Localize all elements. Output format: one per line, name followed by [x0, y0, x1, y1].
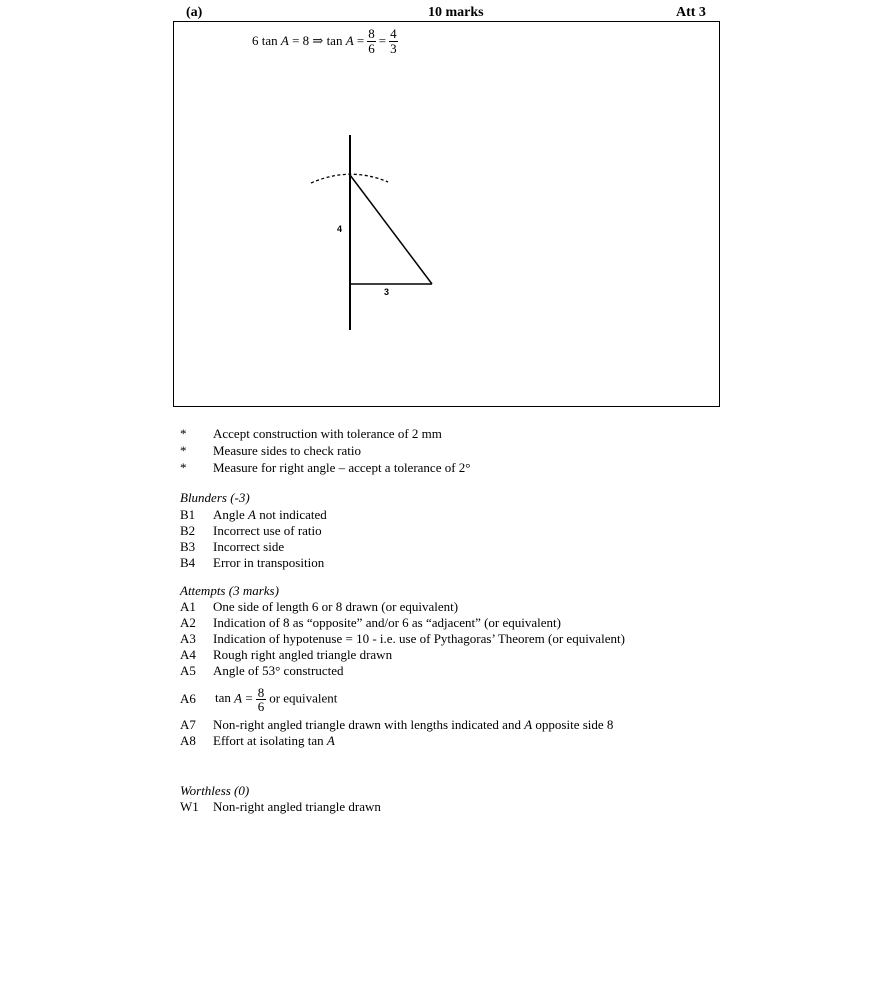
blunders-list	[180, 507, 327, 571]
equation-lhs: 6 tan A = 8 ⇒ tan A =	[252, 33, 365, 49]
blunder-item	[180, 539, 327, 555]
note-text: Measure for right angle – accept a tolerance of 2°	[213, 460, 471, 475]
blunder-code: B2	[180, 523, 196, 538]
hypotenuse-line	[350, 175, 432, 284]
fraction-numerator: 4	[390, 26, 397, 41]
attempt-item	[180, 717, 625, 733]
side-label-3: 3	[384, 287, 390, 297]
answer-box	[173, 21, 720, 407]
worthless-heading: Worthless (0)	[180, 783, 250, 798]
attempt-code: A4	[180, 647, 196, 662]
equals-sign: =	[378, 33, 387, 49]
attempt-label: Att 3	[676, 5, 706, 20]
attempt-item	[180, 631, 625, 647]
attempt-text: Non-right angled triangle drawn with lengths indicated and A opposite side 8	[213, 717, 614, 732]
note-text: Accept construction with tolerance of 2 mm	[213, 426, 442, 441]
blunder-text: Incorrect side	[213, 539, 285, 554]
attempt-item	[180, 647, 625, 663]
note-item	[180, 459, 471, 476]
attempt-text: One side of length 6 or 8 drawn (or equivalent)	[213, 599, 459, 614]
attempt-code: A6	[180, 691, 196, 706]
fraction-denominator: 6	[368, 40, 375, 56]
attempt-code: A1	[180, 599, 196, 614]
attempts-heading: Attempts (3 marks)	[180, 583, 279, 598]
blunder-text: Incorrect use of ratio	[213, 523, 322, 538]
attempt-item	[180, 663, 625, 681]
attempt-text: Indication of 8 as “opposite” and/or 6 as “adjacent” (or equivalent)	[213, 615, 561, 630]
marks-label: 10 marks	[428, 5, 484, 20]
attempt-item	[180, 681, 625, 717]
attempt-code: A7	[180, 717, 196, 732]
part-label: (a)	[186, 5, 203, 20]
bullet-star: *	[180, 443, 187, 458]
triangle-construction	[174, 22, 721, 408]
fraction-8-over-6: $\frac{8}{6}$	[257, 684, 265, 714]
blunder-item	[180, 555, 327, 571]
note-item	[180, 442, 471, 459]
bullet-star: *	[180, 426, 187, 441]
attempt-text: Effort at isolating tan A	[213, 733, 335, 748]
fraction-denominator: 3	[390, 40, 397, 56]
worthless-code: W1	[180, 799, 199, 814]
fraction-numerator: 8	[368, 26, 375, 41]
attempt-item	[180, 733, 625, 749]
blunder-code: B3	[180, 539, 196, 554]
marking-notes	[180, 425, 471, 476]
blunder-item	[180, 507, 327, 523]
blunder-text: Angle A not indicated	[213, 507, 327, 522]
worthless-text: Non-right angled triangle drawn	[213, 799, 381, 814]
blunder-code: B1	[180, 507, 196, 522]
worthless-list	[180, 799, 381, 815]
note-text: Measure sides to check ratio	[213, 443, 362, 458]
attempt-item	[180, 599, 625, 615]
attempt-code: A8	[180, 733, 196, 748]
attempts-list	[180, 599, 625, 749]
attempt-text: tan A = $\frac{8}{6}$ or equivalent	[215, 684, 338, 714]
attempt-code: A2	[180, 615, 196, 630]
blunder-item	[180, 523, 327, 539]
bullet-star: *	[180, 460, 187, 475]
worthless-item	[180, 799, 381, 815]
side-label-4: 4	[337, 224, 343, 234]
attempt-code: A3	[180, 631, 196, 646]
blunders-heading: Blunders (-3)	[180, 490, 250, 505]
note-item	[180, 425, 471, 442]
attempt-text: Rough right angled triangle drawn	[213, 647, 393, 662]
attempt-text: Angle of 53° constructed	[213, 663, 344, 678]
blunder-text: Error in transposition	[213, 555, 325, 570]
blunder-code: B4	[180, 555, 196, 570]
attempt-item	[180, 615, 625, 631]
attempt-text: Indication of hypotenuse = 10 - i.e. use of Pythagoras’ Theorem (or equivalent)	[213, 631, 625, 646]
attempt-code: A5	[180, 663, 196, 678]
